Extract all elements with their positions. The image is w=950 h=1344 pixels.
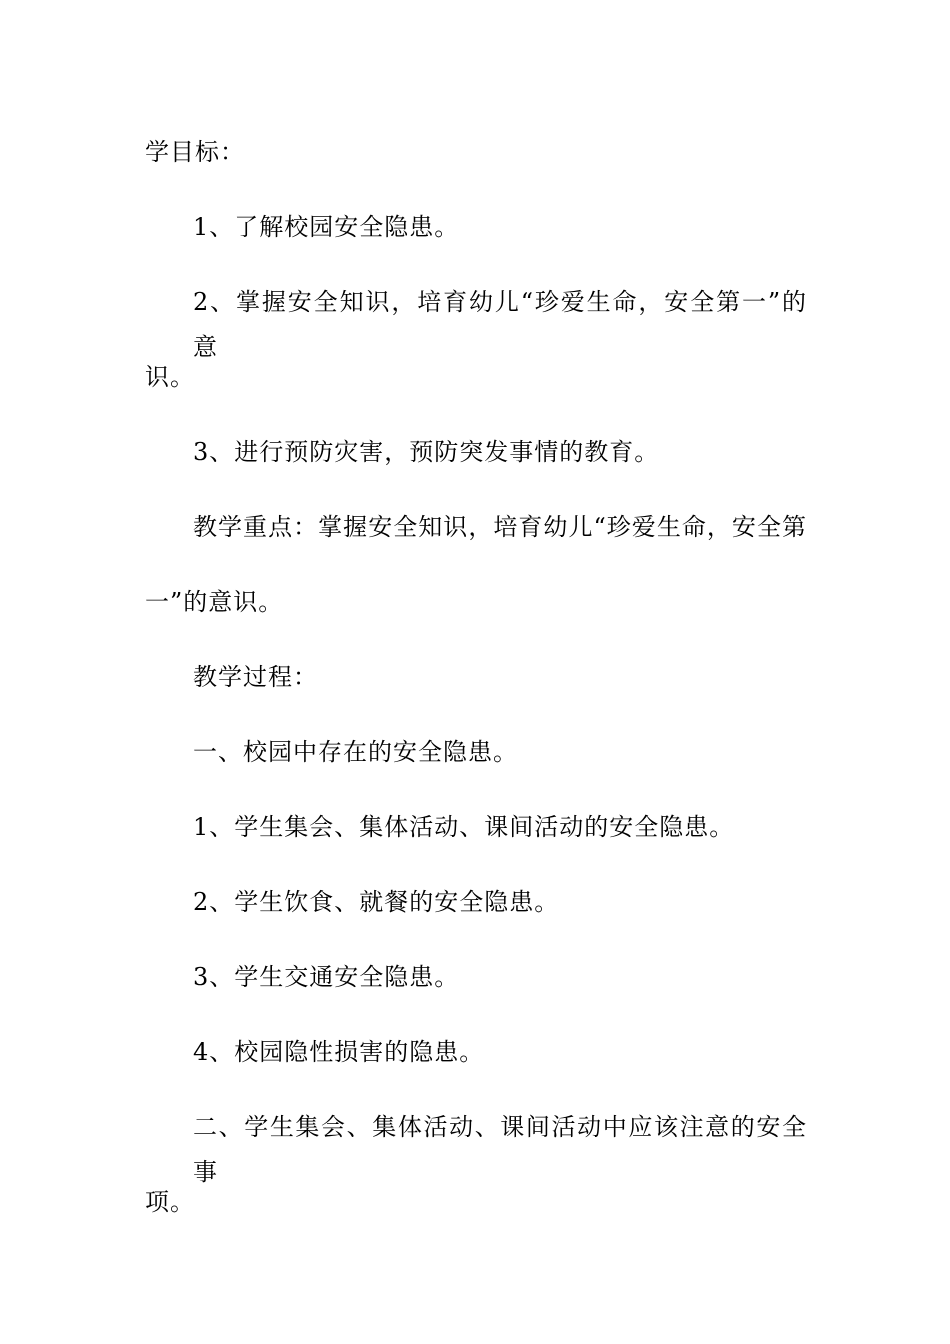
text-line: 4、校园隐性损害的隐患。 bbox=[193, 1038, 485, 1066]
text-line: 3、进行预防灾害，预防突发事情的教育。 bbox=[193, 438, 660, 466]
text-line: 二、学生集会、集体活动、课间活动中应该注意的安全事 bbox=[193, 1113, 807, 1186]
text-line: 一”的意识。 bbox=[145, 588, 284, 616]
text-line: 教学过程： bbox=[193, 663, 318, 691]
text-line: 2、学生饮食、就餐的安全隐患。 bbox=[193, 888, 560, 916]
text-line: 1、了解校园安全隐患。 bbox=[193, 213, 460, 241]
text-line: 1、学生集会、集体活动、课间活动的安全隐患。 bbox=[193, 813, 735, 841]
text-line: 学目标： bbox=[145, 138, 245, 166]
text-line: 2、掌握安全知识，培育幼儿“珍爱生命，安全第一”的意 bbox=[193, 288, 807, 361]
text-line: 项。 bbox=[145, 1188, 195, 1216]
document-body bbox=[145, 130, 807, 1255]
text-line: 3、学生交通安全隐患。 bbox=[193, 963, 460, 991]
text-line: 一、校园中存在的安全隐患。 bbox=[193, 738, 518, 766]
text-line: 识。 bbox=[145, 363, 195, 391]
text-line: 教学重点：掌握安全知识，培育幼儿“珍爱生命，安全第 bbox=[193, 513, 807, 541]
